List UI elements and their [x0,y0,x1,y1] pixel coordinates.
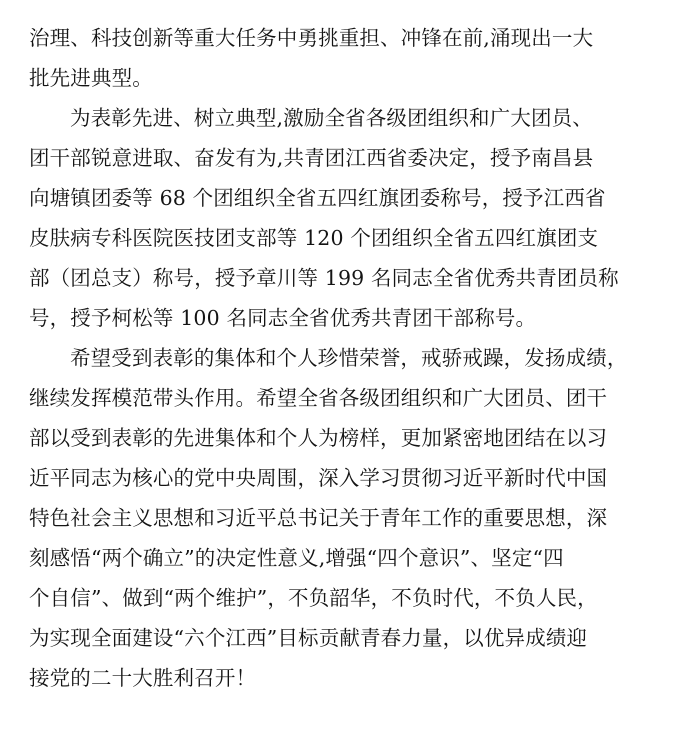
text-line: 治理、科技创新等重大任务中勇挑重担、冲锋在前,涌现出一大 [29,26,594,50]
text-line: 接党的二十大胜利召开！ [29,666,257,690]
text-line: 刻感悟“两个确立”的决定性意义,增强“四个意识”、坚定“四 [29,546,564,570]
text-line: 号，授予柯松等 100 名同志全省优秀共青团干部称号。 [29,306,537,330]
paragraph-first-line: 为表彰先进、树立典型,激励全省各级团组织和广大团员、 [70,106,593,130]
text-line: 部以受到表彰的先进集体和个人为榜样，更加紧密地团结在以习 [29,426,608,450]
text-line: 特色社会主义思想和习近平总书记关于青年工作的重要思想，深 [29,506,608,530]
text-line: 皮肤病专科医院医技团支部等 120 个团组织全省五四红旗团支 [29,226,599,250]
text-line: 为实现全面建设“六个江西”目标贡献青春力量，以优异成绩迎 [29,626,588,650]
text-line: 团干部锐意进取、奋发有为,共青团江西省委决定，授予南昌县 [29,146,594,170]
text-line: 向塘镇团委等 68 个团组织全省五四红旗团委称号，授予江西省 [29,186,606,210]
paragraph-first-line: 希望受到表彰的集体和个人珍惜荣誉，戒骄戒躁，发扬成绩， [70,346,628,370]
text-line: 近平同志为核心的党中央周围，深入学习贯彻习近平新时代中国 [29,466,608,490]
text-line: 部（团总支）称号，授予章川等 199 名同志全省优秀共青团员称 [29,266,619,290]
text-line: 个自信”、做到“两个维护”，不负韶华，不负时代，不负人民， [29,586,598,610]
text-line: 继续发挥模范带头作用。希望全省各级团组织和广大团员、团干 [29,386,608,410]
text-line: 批先进典型。 [29,66,153,90]
